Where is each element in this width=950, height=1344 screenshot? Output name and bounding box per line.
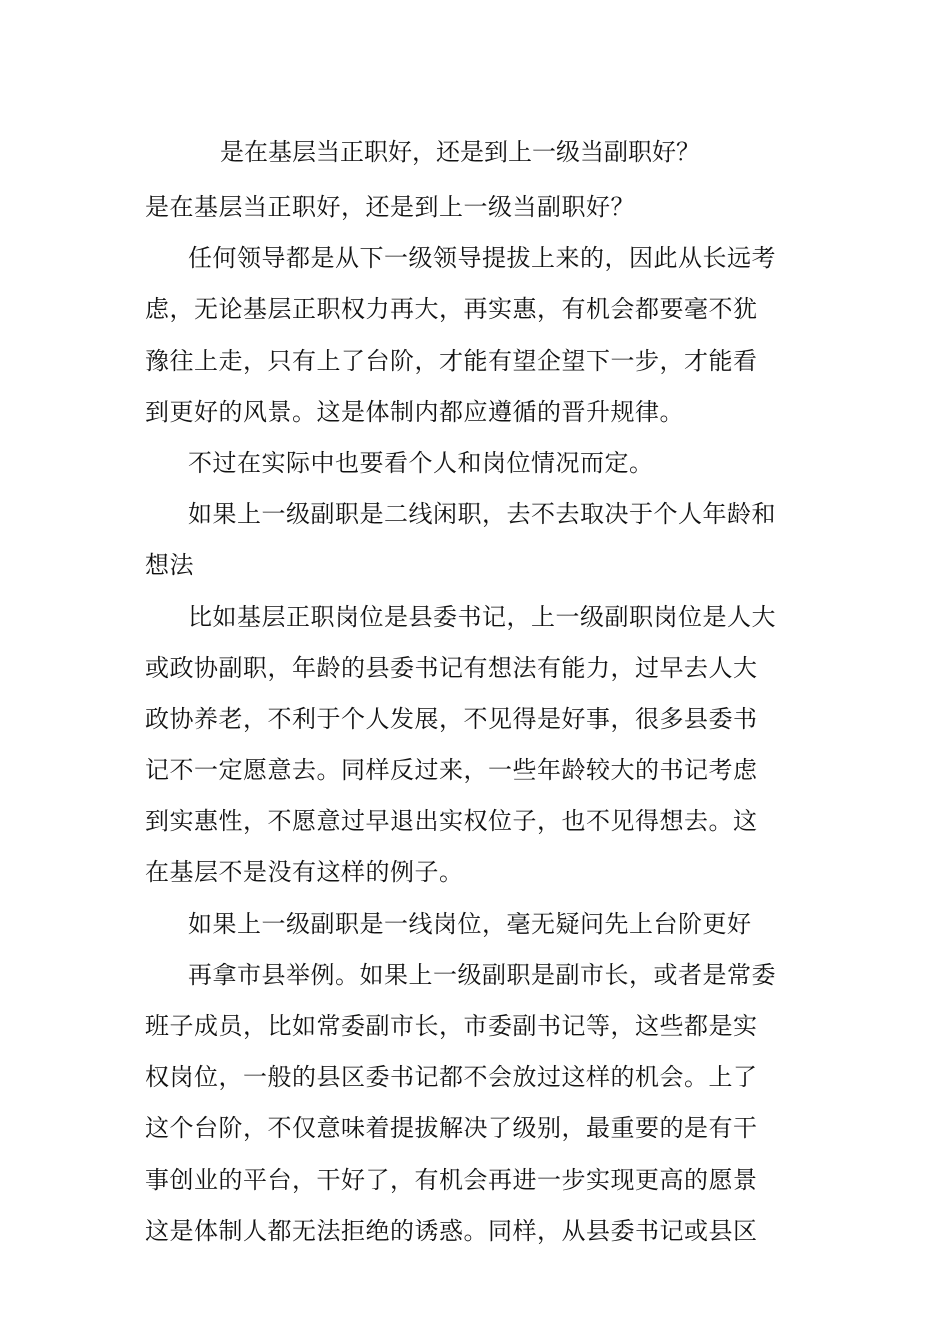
text-line: 在基层不是没有这样的例子。	[145, 858, 464, 887]
text-line: 或政协副职，年龄的县委书记有想法有能力，过早去人大	[145, 653, 758, 682]
text-line: 虑，无论基层正职权力再大，再实惠，有机会都要毫不犹	[145, 295, 758, 324]
text-line: 到更好的风景。这是体制内都应遵循的晋升规律。	[145, 397, 684, 426]
text-line: 班子成员，比如常委副市长，市委副书记等，这些都是实	[145, 1012, 758, 1040]
document-body	[145, 182, 810, 1257]
text-line: 事创业的平台，干好了，有机会再进一步实现更高的愿景	[145, 1165, 758, 1194]
text-line: 政协养老，不利于个人发展，不见得是好事，很多县委书	[145, 704, 758, 733]
text-line: 再拿市县举例。如果上一级副职是副市长，或者是常委	[188, 960, 776, 989]
text-line: 豫往上走，只有上了台阶，才能有望企望下一步，才能看	[145, 346, 758, 375]
text-line: 如果上一级副职是一线岗位，毫无疑问先上台阶更好	[188, 909, 752, 938]
text-line: 这个台阶，不仅意味着提拔解决了级别，最重要的是有干	[145, 1114, 758, 1143]
text-line: 比如基层正职岗位是县委书记，上一级副职岗位是人大	[188, 602, 776, 631]
text-line: 到实惠性，不愿意过早退出实权位子，也不见得想去。这	[145, 807, 758, 836]
text-line: 任何领导都是从下一级领导提拔上来的，因此从长远考	[188, 244, 776, 273]
text-line: 如果上一级副职是二线闲职，去不去取决于个人年龄和	[188, 500, 776, 529]
text-line: 是在基层当正职好，还是到上一级当副职好？	[145, 193, 635, 221]
text-line: 想法	[145, 551, 194, 580]
text-line: 不过在实际中也要看个人和岗位情况而定。	[188, 448, 654, 477]
text-line: 记不一定愿意去。同样反过来，一些年龄较大的书记考虑	[145, 756, 758, 785]
text-line: 这是体制人都无法拒绝的诱惑。同样，从县委书记或县区	[145, 1216, 758, 1245]
document-title: 是在基层当正职好，还是到上一级当副职好？	[220, 138, 700, 166]
text-line: 权岗位，一般的县区委书记都不会放过这样的机会。上了	[145, 1063, 758, 1092]
